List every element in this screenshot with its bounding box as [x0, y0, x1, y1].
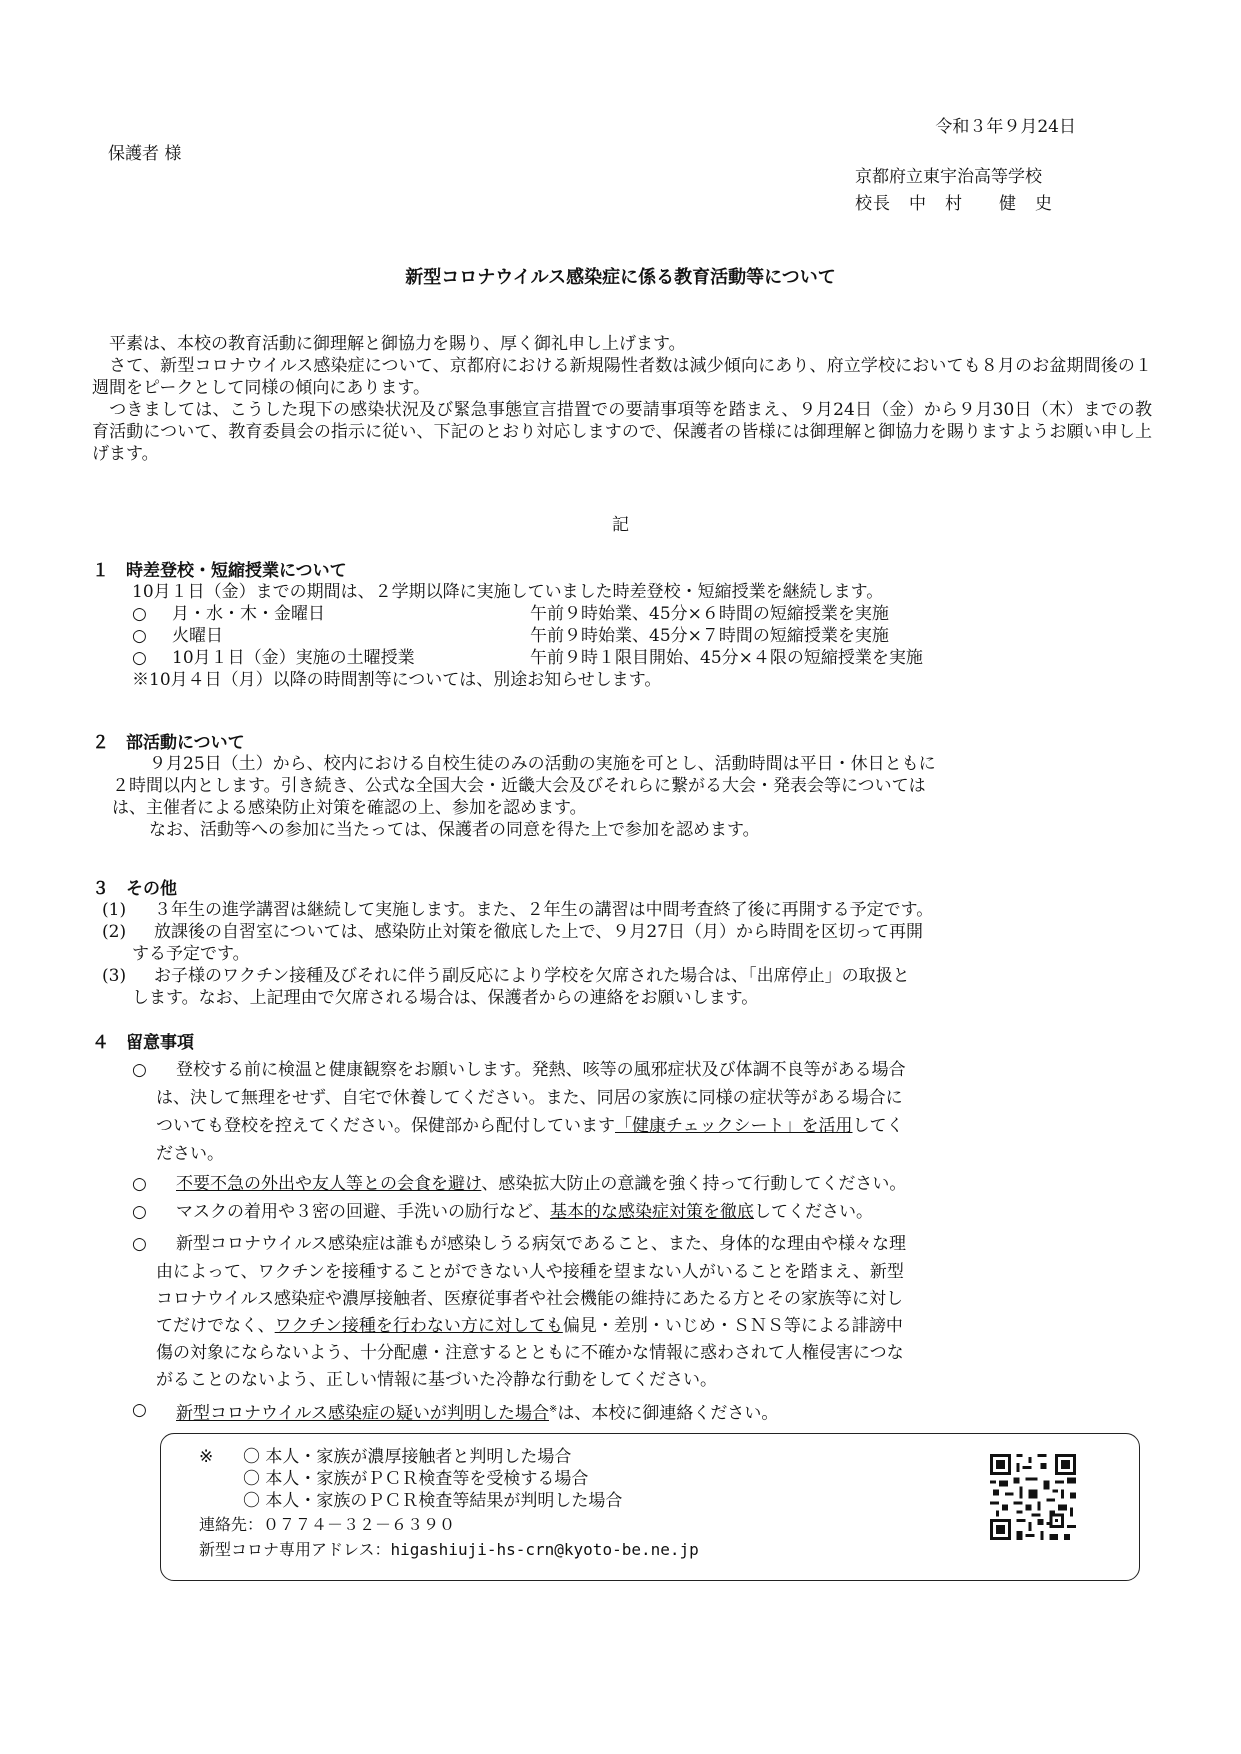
contact-email[interactable]: 新型コロナ専用アドレス：higashiuji-hs-crn@kyoto-be.ne.jp: [199, 1540, 699, 1559]
item-text: 由によって、ワクチンを接種することができない人や接種を望まない人がいることを踏まえ、新型: [156, 1262, 904, 1282]
section-3: [92, 874, 934, 1009]
section-heading: ４ 留意事項: [92, 1033, 194, 1053]
document-title: 新型コロナウイルス感染症に係る教育活動等について: [405, 267, 836, 288]
item-text: [156, 1115, 904, 1137]
item-text: します。なお、上記理由で欠席される場合は、保護者からの連絡をお願いします。: [132, 988, 759, 1008]
case-item: 〇 本人・家族のＰＣＲ検査等結果が判明した場合: [243, 1491, 623, 1511]
section-heading: ３ その他: [92, 879, 177, 899]
item-text: ３年生の進学講習は継続して実施します。また、２年生の講習は中間考査終了後に再開する予定です。: [154, 900, 934, 920]
list-bullet: ○: [132, 1060, 147, 1080]
list-bullet: ○: [132, 1202, 147, 1222]
intro-paragraph: さて、新型コロナウイルス感染症について、京都府における新規陽性者数は減少傾向にあり、府立学校においても８月のお盆期間後の１週間をピークとして同様の傾向にあります。: [92, 356, 1152, 398]
qr-code-icon[interactable]: [990, 1454, 1076, 1540]
list-item: [92, 921, 923, 965]
section-1: [92, 556, 923, 691]
list-item: [92, 965, 910, 1009]
case-item: 〇 本人・家族がＰＣＲ検査等を受検する場合: [243, 1469, 589, 1489]
item-text: 偏見・差別・いじめ・ＳＮＳ等による誹謗中: [562, 1316, 903, 1336]
item-text: してください。: [754, 1202, 873, 1222]
item-text: マスクの着用や３密の回避、手洗いの励行など、: [176, 1202, 550, 1222]
section-note: ※10月４日（月）以降の時間割等については、別途お知らせします。: [132, 670, 662, 690]
item-text: 新型コロナウイルス感染症は誰もが感染しうる病気であること、また、身体的な理由や様々な理: [176, 1234, 906, 1254]
schedule-day: 火曜日: [172, 626, 223, 646]
item-text: コロナウイルス感染症や濃厚接触者、医療従事者や社会機能の維持にあたる方とその家族等に対し: [156, 1289, 903, 1309]
list-bullet: ○: [132, 1234, 147, 1254]
item-text: する予定です。: [132, 944, 250, 964]
item-text: [176, 1173, 906, 1195]
list-bullet: ○: [132, 1174, 147, 1194]
list-bullet: ○: [132, 648, 147, 668]
item-text: 、感染拡大防止の意識を強く持って行動してください。: [481, 1174, 907, 1194]
list-bullet: ○: [132, 604, 147, 624]
item-text: 登校する前に検温と健康観察をお願いします。発熱、咳等の風邪症状及び体調不良等がある場合: [176, 1060, 906, 1080]
list-item: [92, 1169, 907, 1199]
item-text: 基本的な感染症対策を徹底: [550, 1202, 754, 1222]
item-text: 傷の対象にならないよう、十分配慮・注意するとともに不確かな情報に惑わされて人権侵害につな: [156, 1343, 904, 1363]
footnote-mark: ※: [548, 1404, 558, 1415]
item-text: お子様のワクチン接種及びそれに伴う副反応により学校を欠席された場合は、「出席停止」の取扱と: [154, 966, 910, 986]
section-2: [92, 728, 936, 841]
item-text: は、本校に御連絡ください。: [557, 1403, 779, 1424]
item-number: (3): [102, 966, 127, 986]
list-bullet: ○: [132, 1400, 147, 1420]
principal-name: 校長 中 村 健 史: [855, 194, 1053, 214]
section-heading: １ 時差登校・短縮授業について: [92, 561, 347, 581]
item-text: 新型コロナウイルス感染症の疑いが判明した場合: [176, 1403, 549, 1424]
issue-date: 令和３年９月24日: [935, 117, 1076, 137]
case-item: 〇 本人・家族が濃厚接触者と判明した場合: [243, 1447, 572, 1467]
section-heading: ２ 部活動について: [92, 733, 245, 753]
recipient: 保護者 様: [108, 144, 182, 164]
ki-mark: 記: [612, 515, 629, 535]
list-item: [92, 1199, 873, 1229]
schedule-desc: 午前９時１限目開始、45分×４限の短縮授業を実施: [530, 648, 923, 668]
section-line: ９月25日（土）から、校内における自校生徒のみの活動の実施を可とし、活動時間は平日・休日ともに: [132, 754, 936, 774]
item-text: [176, 1399, 778, 1425]
health-check-sheet-ref: 「健康チェックシート」を活用: [615, 1116, 853, 1136]
intro-paragraph: 平素は、本校の教育活動に御理解と御協力を賜り、厚く御礼申し上げます。: [92, 334, 686, 354]
reference-mark: ※: [199, 1447, 214, 1467]
section-line: なお、活動等への参加に当たっては、保護者の同意を得た上で参加を認めます。: [132, 820, 760, 840]
item-text: してく: [852, 1116, 904, 1136]
item-number: (1): [102, 900, 127, 920]
intro: [92, 333, 1152, 465]
list-item: [92, 1397, 779, 1427]
item-text: [156, 1315, 903, 1337]
section-4: [92, 1028, 907, 1427]
item-text: は、決して無理をせず、自宅で休養してください。また、同居の家族に同様の症状等がある場合に: [156, 1088, 903, 1108]
item-text: 不要不急の外出や友人等との会食を避け: [176, 1174, 482, 1194]
section-line: は、主催者による感染防止対策を確認の上、参加を認めます。: [112, 798, 587, 818]
schedule-day: 月・水・木・金曜日: [172, 604, 325, 624]
section-lead: 10月１日（金）までの期間は、２学期以降に実施していました時差登校・短縮授業を継続します。: [132, 582, 884, 602]
item-number: (2): [102, 922, 127, 942]
list-item: [92, 899, 934, 921]
item-text: 放課後の自習室については、感染防止対策を徹底した上で、９月27日（月）から時間を区切って再開: [154, 922, 923, 942]
intro-paragraph: つきましては、こうした現下の感染状況及び緊急事態宣言措置での要請事項等を踏まえ、９月24日（金）から９月30日（木）までの教育活動について、教育委員会の指示に従い、下記のとおり対応しますので、保護者の皆様には御理解と御協力を賜りますようお願い申し上げます。: [92, 400, 1152, 464]
item-text: てだけでなく、: [156, 1316, 275, 1336]
schedule-desc: 午前９時始業、45分×７時間の短縮授業を実施: [530, 626, 889, 646]
schedule-list: [92, 603, 923, 669]
item-text: がることのないよう、正しい情報に基づいた冷静な行動をしてください。: [156, 1370, 717, 1390]
schedule-day: 10月１日（金）実施の土曜授業: [172, 648, 415, 668]
list-item: [92, 1053, 906, 1169]
list-bullet: ○: [132, 626, 147, 646]
item-text: ださい。: [156, 1144, 224, 1164]
contact-phone: 連絡先：０７７４－３２－６３９０: [199, 1515, 456, 1534]
item-text: ワクチン接種を行わない方に対しても: [274, 1316, 563, 1336]
list-item: [92, 1229, 906, 1397]
schedule-desc: 午前９時始業、45分×６時間の短縮授業を実施: [530, 604, 889, 624]
section-line: ２時間以内とします。引き続き、公式な全国大会・近畿大会及びそれらに繋がる大会・発表会等については: [112, 776, 926, 796]
item-text: [176, 1201, 873, 1223]
item-text: ついても登校を控えてください。保健部から配付しています: [156, 1116, 615, 1136]
school-name: 京都府立東宇治高等学校: [855, 167, 1042, 187]
